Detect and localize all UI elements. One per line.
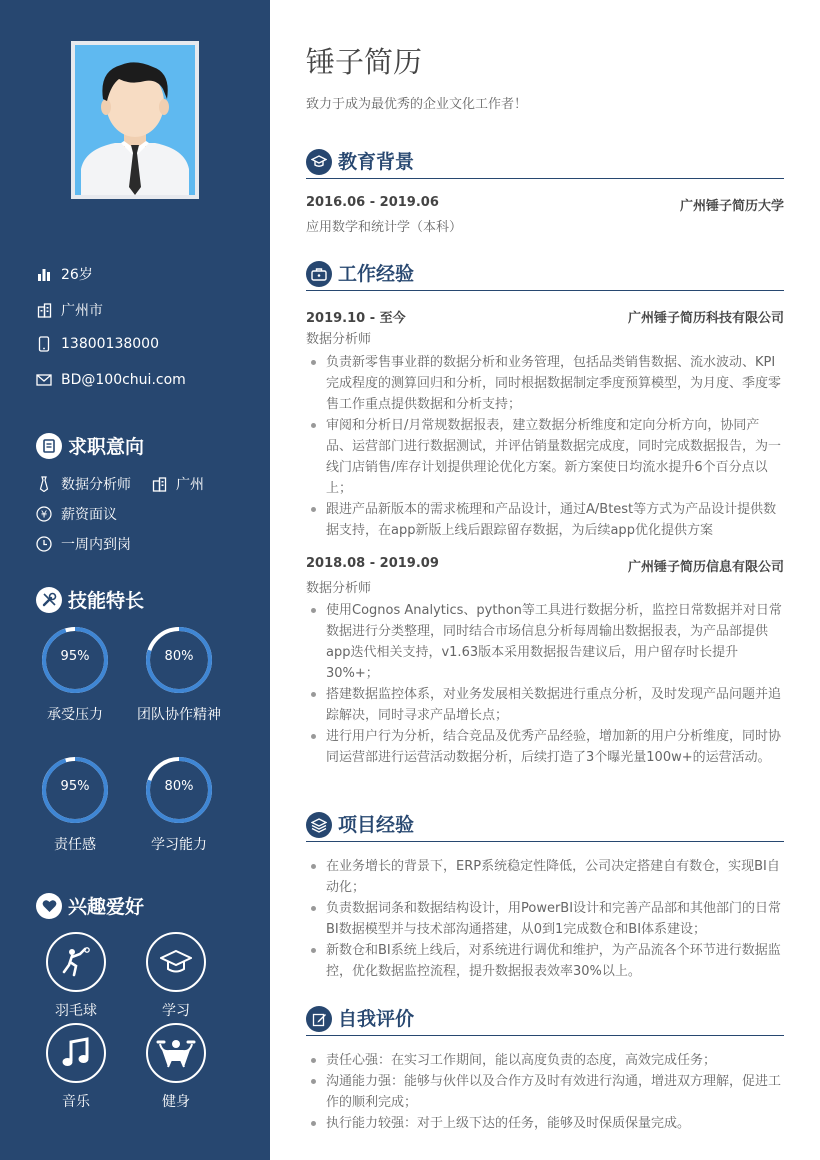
hobby-name: 羽毛球	[55, 1003, 97, 1019]
svg-text:¥: ¥	[40, 509, 48, 521]
phone-row	[36, 336, 159, 352]
list-item: 进行用户行为分析，结合竞品及优秀产品经验，增加新的用户分析维度，同时协同运营部进行运营活动数据分析，后续打造了3个曝光量100w+的运营活动。	[306, 726, 784, 768]
job-entry	[306, 307, 784, 326]
skill-item	[124, 755, 234, 854]
intent-availability: 一周内到岗	[61, 537, 131, 553]
skill-percent: 95%	[60, 779, 90, 794]
education-major: 应用数学和统计学（本科）	[306, 220, 463, 235]
education-title: 教育背景	[338, 151, 415, 173]
hobbies-section-title: 兴趣爱好	[36, 892, 144, 919]
job-role: 数据分析师	[306, 581, 372, 596]
age-text: 26岁	[61, 267, 93, 283]
tools-icon	[36, 587, 62, 613]
hobby-name: 音乐	[62, 1094, 90, 1110]
clock-icon	[36, 536, 52, 552]
hobby-name: 健身	[162, 1094, 190, 1110]
projects-section-header	[306, 810, 784, 842]
intent-position-row	[36, 474, 204, 494]
list-item: 在业务增长的背景下，ERP系统稳定性降低，公司决定搭建自有数仓，实现BI自动化；	[306, 856, 784, 898]
building-icon	[151, 476, 167, 492]
skill-item	[20, 755, 130, 854]
heart-icon	[36, 893, 62, 919]
education-date: 2016.06 - 2019.06	[306, 195, 439, 210]
intent-location: 广州	[176, 477, 204, 493]
candidate-name: 锤子简历	[306, 45, 423, 79]
hobby-item	[36, 1023, 116, 1111]
list-item: 沟通能力强：能够与伙伴以及合作方及时有效进行沟通，增进双方理解，促进工作的顺利完成；	[306, 1071, 784, 1113]
hobby-item	[136, 932, 216, 1020]
document-icon	[36, 433, 62, 459]
hobby-item	[36, 932, 116, 1020]
phone-text[interactable]: 13800138000	[61, 336, 159, 352]
work-title: 工作经验	[338, 263, 415, 285]
skill-name: 学习能力	[151, 837, 207, 853]
phone-icon	[36, 336, 52, 352]
skill-name: 承受压力	[47, 707, 103, 723]
graduation-cap-icon	[306, 149, 332, 175]
fitness-icon	[146, 1023, 206, 1083]
list-item: 责任心强：在实习工作期间，能以高度负责的态度，高效完成任务；	[306, 1050, 784, 1071]
job-duties	[306, 352, 784, 541]
skill-percent: 80%	[164, 649, 194, 664]
list-item: 审阅和分析日/月常规数据报表，建立数据分析维度和定向分析方向，协同产品、运营部门进行数据测试，并评估销量数据完成度，同时完成数据报告，为一线门店销售/库存计划提供理论优化方案。新方案使日均流水提升6个百分点以上；	[306, 415, 784, 499]
music-note-icon	[46, 1023, 106, 1083]
job-role: 数据分析师	[306, 332, 372, 347]
job-date: 2018.08 - 2019.09	[306, 556, 439, 571]
skill-percent: 80%	[164, 779, 194, 794]
job-company: 广州锤子简历科技有限公司	[627, 311, 784, 326]
list-item: 负责新零售事业群的数据分析和业务管理，包括品类销售数据、流水波动、KPI完成程度的测算回归和分析，同时根据数据制定季度预算模型，为月度、季度零售工作重点提供数据和分析支持；	[306, 352, 784, 415]
intent-availability-row	[36, 534, 131, 554]
job-duties	[306, 600, 784, 768]
self-eval-title: 自我评价	[338, 1008, 415, 1030]
layers-icon	[306, 812, 332, 838]
skills-section-title: 技能特长	[36, 586, 144, 613]
building-icon	[36, 302, 52, 318]
self-eval-list	[306, 1050, 784, 1134]
intent-position: 数据分析师	[61, 477, 131, 493]
work-section-header	[306, 259, 784, 291]
intent-salary: 薪资面议	[61, 507, 117, 523]
age-row	[36, 264, 93, 284]
email-row	[36, 372, 186, 388]
list-item: 跟进产品新版本的需求梳理和产品设计，通过A/Btest等方式为产品设计提供数据支持，在app新版上线后跟踪留存数据，为后续app优化提供方案	[306, 499, 784, 541]
email-text[interactable]: BD@100chui.com	[61, 372, 186, 388]
city-row	[36, 300, 103, 320]
city-text: 广州市	[61, 303, 103, 319]
education-school: 广州锤子简历大学	[679, 199, 784, 214]
self-eval-section-header	[306, 1004, 784, 1036]
list-item: 新数仓和BI系统上线后，对系统进行调优和维护，为产品流各个环节进行数据监控，优化数据监控流程，提升数据报表效率30%以上。	[306, 940, 784, 982]
briefcase-icon	[306, 261, 332, 287]
job-entry	[306, 556, 784, 575]
intent-salary-row	[36, 504, 117, 524]
skill-name: 责任感	[54, 837, 96, 853]
hobby-item	[136, 1023, 216, 1111]
list-item: 负责数据词条和数据结构设计，用PowerBI设计和完善产品部和其他部门的日常BI数据模型并与技术部沟通搭建，从0到1完成数仓和BI体系建设；	[306, 898, 784, 940]
skill-item	[20, 625, 130, 724]
mail-icon	[36, 372, 52, 388]
edit-icon	[306, 1006, 332, 1032]
list-item: 执行能力较强：对于上级下达的任务，能够及时保质保量完成。	[306, 1113, 784, 1134]
intent-section-title: 求职意向	[36, 432, 144, 459]
graduation-cap-icon	[146, 932, 206, 992]
skill-name: 团队协作精神	[137, 707, 221, 723]
projects-title: 项目经验	[338, 814, 415, 836]
job-date: 2019.10 - 至今	[306, 311, 406, 326]
tie-icon	[36, 476, 52, 492]
list-item: 使用Cognos Analytics、python等工具进行数据分析，监控日常数据并对日常数据进行分类整理，同时结合市场信息分析每周输出数据报表，为产品部提供app迭代相关支持，v1.63版本采用数据报告建议后，用户留存时长提升30%+；	[306, 600, 784, 684]
education-entry	[306, 195, 784, 214]
hobby-name: 学习	[162, 1003, 190, 1019]
education-section-header	[306, 147, 784, 179]
skill-item	[124, 625, 234, 724]
skill-percent: 95%	[60, 649, 90, 664]
badminton-icon	[46, 932, 106, 992]
bar-chart-icon	[36, 266, 52, 282]
slogan: 致力于成为最优秀的企业文化工作者！	[306, 97, 528, 112]
job-company: 广州锤子简历信息有限公司	[627, 560, 784, 575]
sidebar	[0, 0, 270, 1160]
list-item: 搭建数据监控体系，对业务发展相关数据进行重点分析，及时发现产品问题并追踪解决，同时寻求产品增长点；	[306, 684, 784, 726]
profile-photo	[71, 41, 199, 199]
yen-icon	[36, 506, 52, 522]
project-list	[306, 856, 784, 982]
